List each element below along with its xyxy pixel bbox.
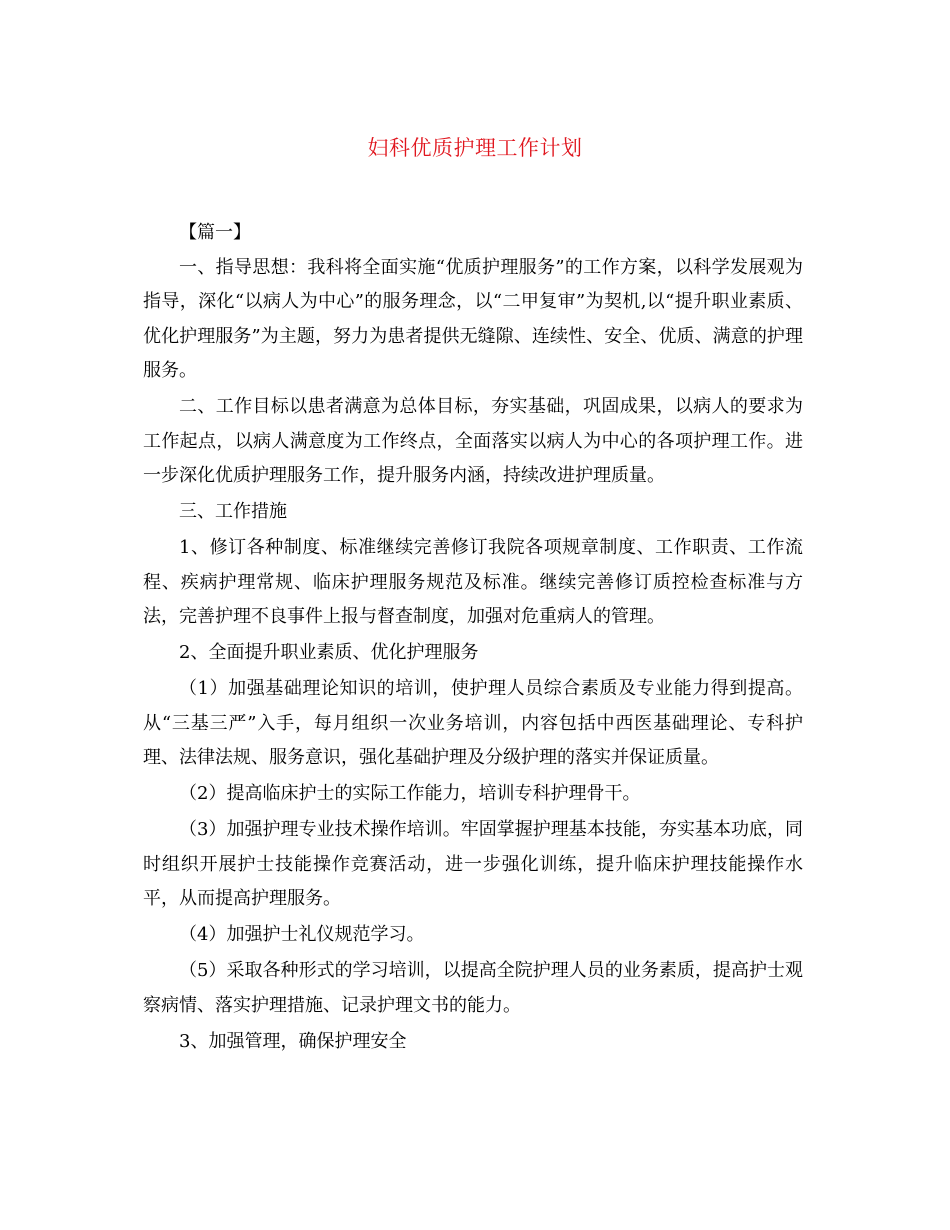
- paragraph-work-measures-heading: 三、工作措施: [179, 501, 287, 522]
- section-label: 【篇一】: [179, 222, 251, 243]
- paragraph-measure-2-item-2: （2）提高临床护士的实际工作能力，培训专科护理骨干。: [179, 783, 641, 804]
- document-title: 妇科优质护理工作计划: [367, 136, 583, 160]
- paragraph-measure-2-item-3: （3）加强护理专业技术操作培训。牢固掌握护理基本技能，夯实基本功底，同时组织开展护士技能操作竞赛活动，进一步强化训练，提升临床护理技能操作水平，从而提高护理服务。: [143, 819, 803, 909]
- paragraph-measure-3-heading: 3、加强管理，确保护理安全: [179, 1030, 407, 1052]
- paragraph-work-goals: 二、工作目标以患者满意为总体目标，夯实基础，巩固成果，以病人的要求为工作起点，以病人满意度为工作终点，全面落实以病人为中心的各项护理工作。进一步深化优质护理服务工作，提升服务内涵，持续改进护理质量。: [143, 396, 803, 486]
- paragraph-measure-2-item-5: （5）采取各种形式的学习培训，以提高全院护理人员的业务素质，提高护士观察病情、落实护理措施、记录护理文书的能力。: [143, 960, 803, 1016]
- document-body: [143, 216, 803, 1059]
- paragraph-measure-1: 1、修订各种制度、标准继续完善修订我院各项规章制度、工作职责、工作流程、疾病护理常规、临床护理服务规范及标准。继续完善修订质控检查标准与方法，完善护理不良事件上报与督查制度，加强对危重病人的管理。: [143, 537, 803, 627]
- paragraph-guiding-principle: 一、指导思想：我科将全面实施“优质护理服务”的工作方案，以科学发展观为指导，深化“以病人为中心”的服务理念，以“二甲复审”为契机,以“提升职业素质、优化护理服务”为主题，努力为患者提供无缝隙、连续性、安全、优质、满意的护理服务。: [143, 256, 803, 381]
- paragraph-measure-2-heading: 2、全面提升职业素质、优化护理服务: [179, 642, 479, 663]
- paragraph-measure-2-item-1: （1）加强基础理论知识的培训，使护理人员综合素质及专业能力得到提高。从“三基三严”入手，每月组织一次业务培训，内容包括中西医基础理论、专科护理、法律法规、服务意识，强化基础护理及分级护理的落实并保证质量。: [143, 678, 803, 768]
- paragraph-measure-2-item-4: （4）加强护士礼仪规范学习。: [179, 924, 425, 945]
